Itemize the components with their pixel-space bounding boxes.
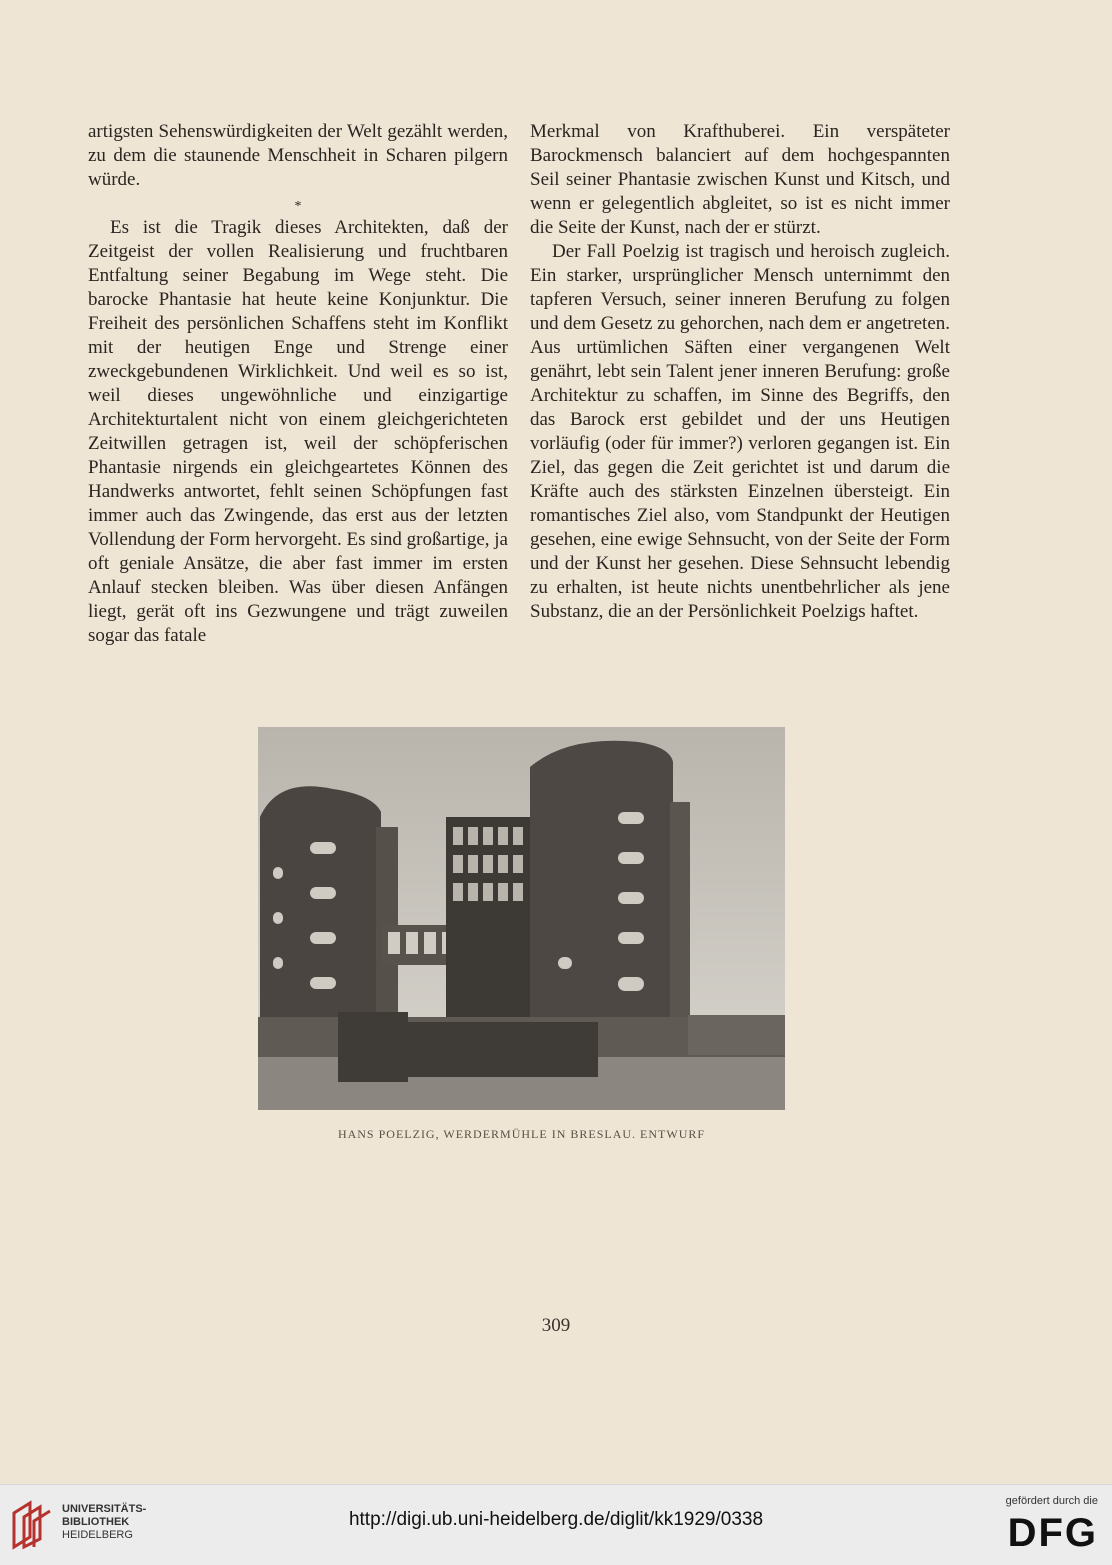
dfg-logo[interactable]: DFG (1007, 1511, 1098, 1555)
figure-caption: HANS POELZIG, WERDERMÜHLE IN BRESLAU. ENTWURF (337, 1127, 706, 1141)
library-name-line: UNIVERSITÄTS- (62, 1503, 147, 1515)
section-separator: * (294, 199, 302, 214)
building-illustration (258, 727, 785, 1110)
text-column-left (88, 120, 508, 648)
library-name-line: BIBLIOTHEK (62, 1516, 130, 1528)
paragraph: artigsten Sehenswürdigkeiten der Welt gezählt werden, zu dem die staunende Menschheit in Scharen pilgern würde. (88, 121, 508, 190)
page-number: 309 (541, 1315, 571, 1336)
paragraph: Der Fall Poelzig ist tragisch und heroisch zugleich. Ein starker, ursprünglicher Mensch unternimmt den tapferen Versuch, seiner inneren Berufung zu folgen und dem Gesetz zu gehorchen, nach dem er angetreten. Aus urtümlichen Säften einer vergangenen Welt genährt, lebt sein Talent jener inneren Berufung: große Architektur zu schaffen, im Sinne des Begriffs, den das Barock erst gebildet und der uns Heutigen vorläufig (oder für immer?) verloren gegangen ist. Ein Ziel, das gegen die Zeit gerichtet ist und darum die Kräfte auch des stärksten Einzelnen übersteigt. Ein romantisches Ziel also, vom Standpunkt der Heutigen gesehen, eine ewige Sehnsucht, von der Seite der Form und der Kunst her gesehen. Diese Sehnsucht lebendig zu erhalten, ist heute nichts unentbehrlicher als jene Substanz, die an der Persönlichkeit Poelzigs haftet. (530, 241, 950, 622)
funding-label: gefördert durch die (1005, 1495, 1098, 1507)
viewer-footer (0, 1484, 1112, 1565)
paragraph: Es ist die Tragik dieses Architekten, daß der Zeitgeist der vollen Realisierung und fruchtbaren Entfaltung seiner Begabung im Wege steht. Die barocke Phantasie hat heute keine Konjunktur. Die Freiheit des persönlichen Schaffens steht im Konflikt mit der heutigen Enge und Strenge einer zweckgebundenen Wirklichkeit. Und weil es so ist, weil dieses ungewöhnliche und einzigartige Architekturtalent nicht von einem gleichgerichteten Zeitwillen getragen ist, weil der schöpferischen Phantasie nirgends ein gleichgeartetes Können des Handwerks antwortet, fehlt seinen Schöpfungen fast immer auch das Zwingende, das erst aus der letzten Vollendung der Form hervorgeht. Es sind großartige, ja oft geniale Ansätze, die aber fast immer im ersten Anlauf stecken bleiben. Was über diesen Anfängen liegt, gerät oft ins Gezwungene und trägt zuweilen sogar das fatale (88, 217, 508, 646)
library-name-line: HEIDELBERG (62, 1529, 133, 1541)
paragraph: Merkmal von Krafthuberei. Ein verspäteter Barockmensch balanciert auf dem hochgespannten Seil seiner Phantasie zwischen Kunst und Kitsch, und wenn er gelegentlich abgleitet, so ist es nicht immer die Seite der Kunst, nach der er stürzt. (530, 121, 950, 238)
text-column-right (530, 120, 950, 624)
document-url[interactable]: http://digi.ub.uni-heidelberg.de/diglit/kk1929/0338 (348, 1509, 764, 1530)
